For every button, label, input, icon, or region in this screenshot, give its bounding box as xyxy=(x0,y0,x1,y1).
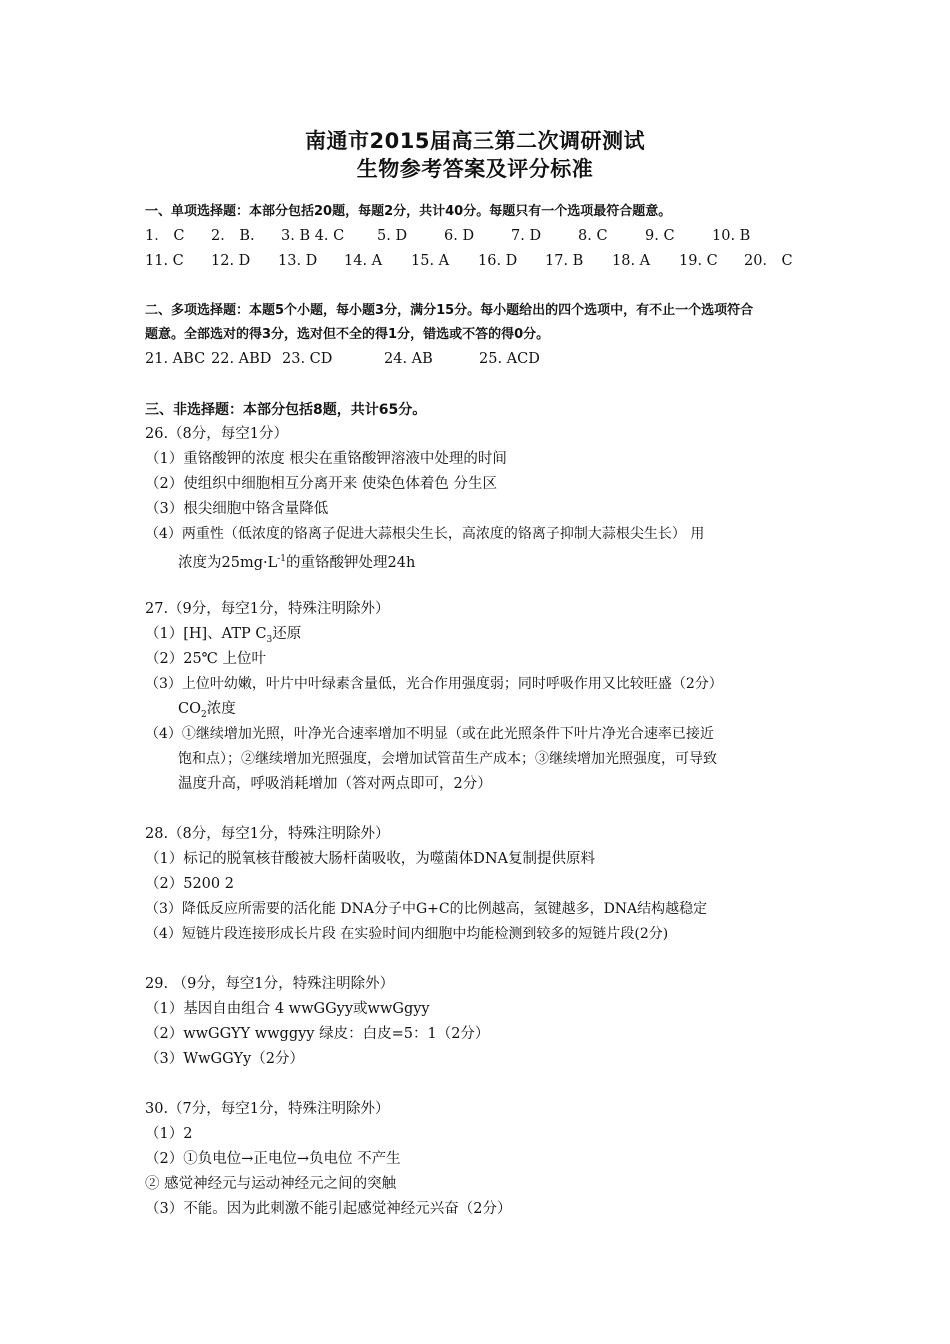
part3-header: 三、非选择题：本部分包括8题，共计65分。 xyxy=(145,402,427,418)
q26-answer-2: （2）使组织中细胞相互分离开来 使染色体着色 分生区 xyxy=(145,476,497,492)
answer-item: 6. D xyxy=(444,228,475,244)
answer-item: 25. ACD xyxy=(479,351,540,367)
answer-item: 9. C xyxy=(645,228,675,244)
answer-item: 11. C xyxy=(145,253,184,269)
q28-answer-2: （2）5200 2 xyxy=(145,876,234,892)
q27-answer-4-cont: 饱和点）；②继续增加光照强度，会增加试管苗生产成本；③继续增加光照强度，可导致 xyxy=(178,751,717,767)
part1-row1 xyxy=(145,226,810,246)
q28-heading: 28.（8分，每空1分，特殊注明除外） xyxy=(145,826,390,842)
answer-item: 3. B 4. C xyxy=(281,228,345,244)
q27-answer-1: （1）[H]、ATP $C_3$还原 xyxy=(145,626,302,645)
part2-answers xyxy=(145,349,810,369)
q28-answer-3: （3）降低反应所需要的活化能 DNA分子中G+C的比例越高，氢键越多，DNA结构越稳定 xyxy=(145,901,708,917)
q26-answer-3: （3）根尖细胞中铬含量降低 xyxy=(145,501,329,517)
answer-item: 18. A xyxy=(612,253,651,269)
q27-answer-3-cont: $CO_2$浓度 xyxy=(178,701,236,720)
answer-item: 16. D xyxy=(478,253,518,269)
q28-answer-4: （4）短链片段连接形成长片段 在实验时间内细胞中均能检测到较多的短链片段(2分) xyxy=(145,926,669,942)
answer-item: 22. ABD xyxy=(211,351,272,367)
q29-answer-2: （2）wwGGYY wwggyy 绿皮：白皮=5：1（2分） xyxy=(145,1026,490,1042)
answer-item: 14. A xyxy=(344,253,383,269)
q27-answer-2: （2）25℃ 上位叶 xyxy=(145,651,267,667)
q28-answer-1: （1）标记的脱氧核苷酸被大肠杆菌吸收，为噬菌体DNA复制提供原料 xyxy=(145,851,596,867)
q29-answer-3: （3）WwGGYy（2分） xyxy=(145,1051,304,1067)
part2-header-line1: 二、多项选择题：本题5个小题，每小题3分，满分15分。每小题给出的四个选项中，有不止一个选项符合 xyxy=(145,303,754,318)
q29-answer-1: （1）基因自由组合 4 wwGGyy或wwGgyy xyxy=(145,1001,430,1017)
q27-heading: 27.（9分，每空1分，特殊注明除外） xyxy=(145,601,390,617)
q30-heading: 30.（7分，每空1分，特殊注明除外） xyxy=(145,1101,390,1117)
answer-item: 12. D xyxy=(211,253,251,269)
q27-answer-3: （3）上位叶幼嫩，叶片中叶绿素含量低，光合作用强度弱；同时呼吸作用又比较旺盛（2分） xyxy=(145,676,723,692)
answer-item: 8. C xyxy=(578,228,608,244)
answer-item: 7. D xyxy=(511,228,542,244)
q26-answer-4-cont: 浓度为$25mg\cdot L^{-1}$的重铬酸钾处理24h xyxy=(178,554,416,571)
answer-item: 15. A xyxy=(411,253,450,269)
q26-answer-4: （4）两重性（低浓度的铬离子促进大蒜根尖生长，高浓度的铬离子抑制大蒜根尖生长） 用 xyxy=(145,526,705,542)
q30-answer-2: （2）①负电位→正电位→负电位 不产生 xyxy=(145,1151,401,1167)
part1-row2 xyxy=(145,251,810,271)
answer-item: 17. B xyxy=(545,253,584,269)
answer-item: 2． B. xyxy=(211,228,255,244)
answer-item: 19. C xyxy=(679,253,718,269)
part2-header-line2: 题意。全部选对的得3分，选对但不全的得1分，错选或不答的得0分。 xyxy=(145,327,550,342)
q26-answer-1: （1）重铬酸钾的浓度 根尖在重铬酸钾溶液中处理的时间 xyxy=(145,451,507,467)
q27-answer-4-cont2: 温度升高，呼吸消耗增加（答对两点即可，2分） xyxy=(178,776,492,792)
document-title: 南通市2015届高三第二次调研测试 xyxy=(305,129,645,153)
q30-answer-3: （3）不能。因为此刺激不能引起感觉神经元兴奋（2分） xyxy=(145,1201,512,1217)
q26-heading: 26.（8分，每空1分） xyxy=(145,426,289,442)
answer-item: 13. D xyxy=(278,253,318,269)
document-subtitle: 生物参考答案及评分标准 xyxy=(356,157,594,181)
answer-item: 23. CD xyxy=(282,351,333,367)
q30-answer-1: （1）2 xyxy=(145,1126,193,1142)
q27-answer-4: （4）①继续增加光照，叶净光合速率增加不明显（或在此光照条件下叶片净光合速率已接近 xyxy=(145,726,714,742)
answer-item: 5. D xyxy=(377,228,408,244)
answer-item: 20． C xyxy=(744,253,793,269)
answer-item: 1． C xyxy=(145,228,185,244)
answer-item: 10. B xyxy=(712,228,751,244)
q30-answer-2-cont: ② 感觉神经元与运动神经元之间的突触 xyxy=(145,1176,397,1192)
part1-header: 一、单项选择题：本部分包括20题，每题2分，共计40分。每题只有一个选项最符合题意。 xyxy=(145,204,672,219)
answer-item: 21. ABC xyxy=(145,351,206,367)
q29-heading: 29. （9分，每空1分，特殊注明除外） xyxy=(145,976,395,992)
answer-item: 24. AB xyxy=(384,351,433,367)
